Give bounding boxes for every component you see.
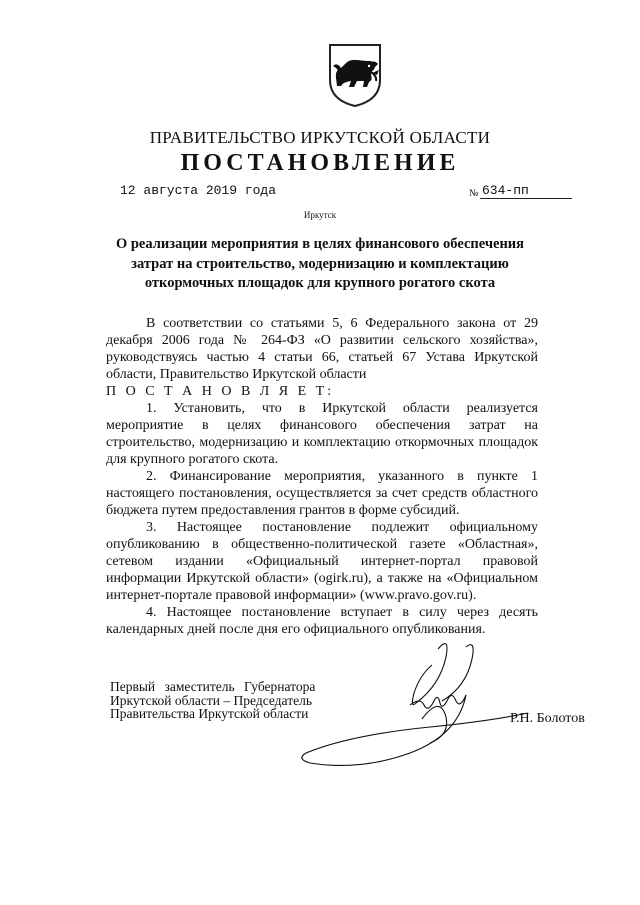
item-1: 1. Установить, что в Иркутской области реализуется мероприятие в целях финансового обеспечения затрат на строительство, модернизацию и комплектацию откормочных площадок для крупного рогатого скота.: [106, 401, 538, 467]
item-3: 3. Настоящее постановление подлежит официальному опубликованию в общественно-политической газете «Областная», сетевом издании «Официальный интернет-портал правовой информации Иркутской области» (ogirk.ru), а также на «Официальном интернет-портале правовой информации» (www.pravo.gov.ru).: [106, 520, 538, 603]
number-label: №: [469, 188, 479, 199]
organization-name: ПРАВИТЕЛЬСТВО ИРКУТСКОЙ ОБЛАСТИ: [149, 128, 491, 147]
preamble: В соответствии со статьями 5, 6 Федерального закона от 29 декабря 2006 года № 264-ФЗ «О развитии сельского хозяйства», руководствуясь частью 4 статьи 66, статьей 67 Устава Иркутской области, Правительство Иркутской области: [106, 316, 538, 382]
document-date: 12 августа 2019 года: [120, 183, 277, 198]
document-body: [106, 315, 538, 638]
item-2: 2. Финансирование мероприятия, указанного в пункте 1 настоящего постановления, осуществляется за счет средств областного бюджета путем предоставления грантов в форме субсидий.: [106, 469, 538, 518]
handwritten-signature: [290, 635, 530, 775]
document-number: 634-пп: [480, 183, 572, 199]
signatory-position: [110, 680, 315, 721]
position-line: Иркутской области – Председатель: [110, 692, 312, 708]
coat-of-arms-emblem: [327, 42, 383, 108]
decree-word: П О С Т А Н О В Л Я Е Т:: [106, 384, 335, 399]
position-line: Правительства Иркутской области: [110, 706, 309, 721]
document-type: ПОСТАНОВЛЕНИЕ: [180, 150, 460, 176]
signer-name: Р.Н. Болотов: [510, 711, 585, 726]
document-title: О реализации мероприятия в целях финансового обеспечения затрат на строительство, модернизацию и комплектацию откормочных площадок для крупного рогатого скота: [115, 236, 525, 291]
item-4: 4. Настоящее постановление вступает в силу через десять календарных дней после дня его официального опубликования.: [106, 605, 538, 637]
position-line: Первый заместитель Губернатора: [110, 679, 316, 694]
city: Иркутск: [303, 210, 337, 220]
